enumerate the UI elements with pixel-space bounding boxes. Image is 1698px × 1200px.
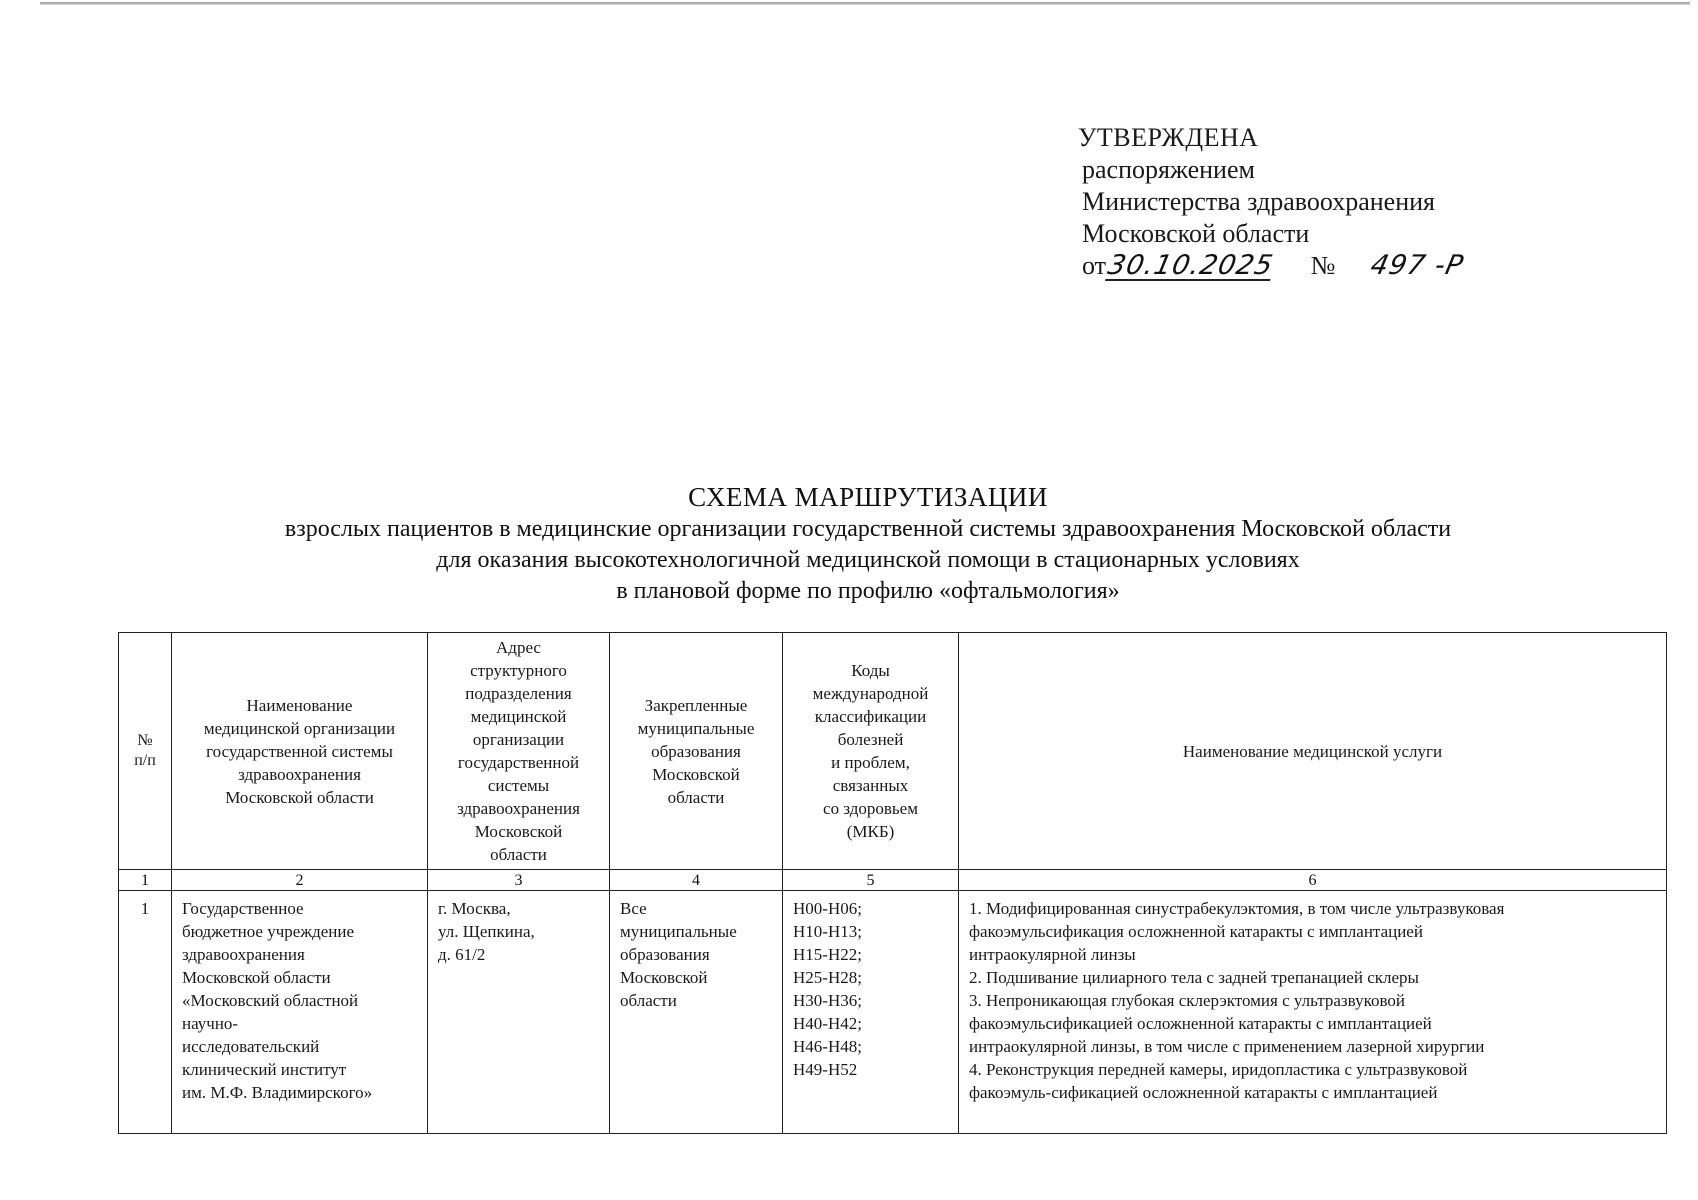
text-line: H40-H42;	[793, 1014, 862, 1033]
text-line: Государственное	[182, 899, 304, 918]
date-prefix: от	[1082, 251, 1107, 280]
text-line: Московской	[652, 764, 740, 784]
text-line: №	[137, 732, 153, 749]
text-line: Коды	[851, 661, 890, 680]
handwritten-number: 497 -Р	[1368, 250, 1467, 281]
text-line: области	[667, 787, 725, 807]
document-title: СХЕМА МАРШРУТИЗАЦИИ	[688, 482, 1048, 512]
scan-top-edge	[40, 2, 1690, 5]
text-line: классификации	[814, 707, 927, 726]
text-line: 4. Реконструкция передней камеры, иридопластика с ультразвуковой	[969, 1060, 1468, 1079]
text-line: «Московский областной	[182, 991, 359, 1010]
text-line: образования	[620, 945, 710, 964]
text-line: H46-H48;	[793, 1037, 862, 1056]
header-number	[119, 633, 172, 870]
approval-line-order: распоряжением	[1082, 155, 1255, 184]
document-title-block	[118, 480, 1618, 607]
header-organization	[172, 633, 428, 870]
document-subtitle-line-3: в плановой форме по профилю «офтальмология»	[616, 578, 1120, 604]
text-line: г. Москва,	[438, 899, 511, 918]
column-number: 3	[428, 870, 610, 891]
column-number: 2	[172, 870, 428, 891]
text-line: образования	[651, 741, 741, 761]
municipal-cell	[610, 891, 783, 1134]
text-line: и проблем,	[831, 753, 910, 772]
routing-table	[118, 632, 1667, 1134]
text-line: здравоохранения	[238, 764, 361, 784]
column-number: 6	[959, 870, 1667, 891]
document-subtitle-line-1: взрослых пациентов в медицинские организации государственной системы здравоохранения Московской области	[284, 516, 1452, 542]
number-sign: №	[1310, 251, 1336, 280]
text-line: Наименование	[246, 695, 353, 715]
column-number: 4	[610, 870, 783, 891]
text-line: факоэмульсификацией осложненной катаракты с имплантацией	[969, 1014, 1432, 1033]
text-line: муниципальные	[637, 718, 755, 738]
text-line: H10-H13;	[793, 922, 862, 941]
approval-line-region: Московской области	[1082, 219, 1310, 248]
icd-codes-cell	[783, 891, 959, 1134]
text-line: структурного	[470, 661, 567, 680]
text-line: (МКБ)	[846, 822, 895, 841]
handwritten-date: 30.10.2025	[1105, 250, 1277, 281]
text-line: Адрес	[496, 638, 541, 657]
text-line: 2. Подшивание цилиарного тела с задней трепанацией склеры	[969, 968, 1419, 987]
text-line: связанных	[832, 776, 909, 795]
text-line: медицинской организации	[203, 718, 396, 738]
text-line: системы	[487, 776, 550, 795]
approval-stamp-block	[1078, 122, 1467, 282]
text-line: научно-	[182, 1014, 239, 1033]
column-number-row	[119, 870, 1667, 891]
header-service	[959, 633, 1667, 870]
text-line: Московской области	[182, 968, 331, 987]
header-municipal	[610, 633, 783, 870]
text-line: исследовательский	[182, 1037, 320, 1056]
text-line: интраокулярной линзы, в том числе с применением лазерной хирургии	[969, 1037, 1485, 1056]
text-line: медицинской	[470, 707, 567, 726]
document-subtitle-line-2: для оказания высокотехнологичной медицинской помощи в стационарных условиях	[436, 547, 1300, 573]
text-line: государственной системы	[206, 741, 393, 761]
address-cell	[428, 891, 610, 1134]
column-number: 1	[119, 870, 172, 891]
approval-date-line	[1078, 250, 1467, 282]
text-line: со здоровьем	[823, 799, 918, 818]
approved-label: УТВЕРЖДЕНА	[1078, 123, 1259, 152]
text-line: Закрепленные	[644, 695, 748, 715]
text-line: области	[620, 991, 677, 1010]
text-line: интраокулярной линзы	[969, 945, 1136, 964]
text-line: Наименование медицинской услуги	[1182, 741, 1443, 761]
table-row	[119, 891, 1667, 1134]
text-line: Все	[620, 899, 647, 918]
row-number: 1	[119, 891, 172, 1134]
text-line: Московской	[474, 822, 563, 841]
text-line: H49-H52	[793, 1060, 858, 1079]
text-line: области	[490, 845, 547, 864]
text-line: Московской	[620, 968, 708, 987]
approval-line-ministry: Министерства здравоохранения	[1082, 187, 1435, 216]
table-header-row	[119, 633, 1667, 870]
text-line: здравоохранения	[457, 799, 580, 818]
text-line: факоэмуль-сификацией осложненной катаракты с имплантацией	[969, 1083, 1438, 1102]
text-line: бюджетное учреждение	[182, 922, 355, 941]
text-line: H00-H06;	[793, 899, 862, 918]
text-line: д. 61/2	[438, 945, 486, 964]
text-line: H15-H22;	[793, 945, 862, 964]
text-line: им. М.Ф. Владимирского»	[182, 1083, 373, 1102]
header-address	[428, 633, 610, 870]
header-icd-codes	[783, 633, 959, 870]
text-line: государственной	[457, 753, 580, 772]
text-line: ул. Щепкина,	[438, 922, 535, 941]
text-line: организации	[472, 730, 565, 749]
text-line: здравоохранения	[182, 945, 305, 964]
text-line: п/п	[134, 752, 156, 769]
text-line: H30-H36;	[793, 991, 862, 1010]
organization-cell	[172, 891, 428, 1134]
text-line: подразделения	[465, 684, 572, 703]
text-line: 3. Непроникающая глубокая склерэктомия с ультразвуковой	[969, 991, 1405, 1010]
text-line: клинический институт	[182, 1060, 347, 1079]
text-line: международной	[812, 684, 929, 703]
services-cell	[959, 891, 1667, 1134]
text-line: Московской области	[225, 787, 374, 807]
text-line: H25-H28;	[793, 968, 862, 987]
text-line: факоэмульсификация осложненной катаракты с имплантацией	[969, 922, 1423, 941]
text-line: 1. Модифицированная синустрабекулэктомия, в том числе ультразвуковая	[969, 899, 1505, 918]
text-line: болезней	[837, 730, 904, 749]
text-line: муниципальные	[620, 922, 737, 941]
column-number: 5	[783, 870, 959, 891]
